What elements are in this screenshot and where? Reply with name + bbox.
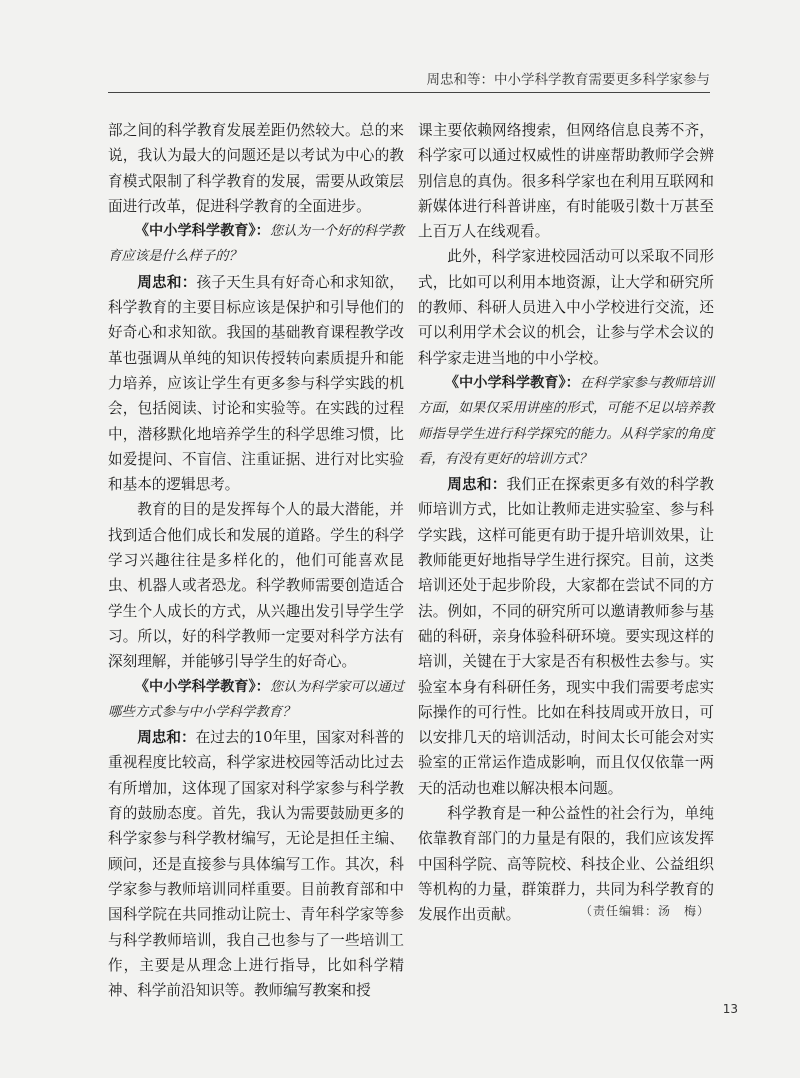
answer-paragraph <box>418 472 714 801</box>
question-label: 《中小学科学教育》： <box>134 223 270 240</box>
question-label: 《中小学科学教育》： <box>444 374 580 391</box>
interview-question <box>418 371 714 472</box>
answer-paragraph <box>108 270 404 498</box>
paragraph: 教育的目的是发挥每个人的最大潜能，并找到适合他们成长和发展的道路。学生的科学学习兴趣往往是多样化的，他们可能喜欢昆虫、机器人或者恐龙。科学教师需要创造适合学生个人成长的方式，从兴趣出发引导学生学习。所以，好的科学教师一定要对科学方法有深刻理解，并能够引导学生的好奇心。 <box>108 501 404 671</box>
right-column <box>418 118 714 928</box>
question-text: 您认为科学家可以通过哪些方式参与中小学科学教育？ <box>108 679 405 720</box>
question-text: 在科学家参与教师培训方面，如果仅采用讲座的形式，可能不足以培养教师指导学生进行科学探究的能力。从科学家的角度看，有没有更好的培训方式？ <box>418 375 715 467</box>
paragraph: 此外，科学家进校园活动可以采取不同形式，比如可以利用本地资源，让大学和研究所的教师、科研人员进入中小学校进行交流，还可以利用学术会议的机会，让参与学术会议的科学家走进当地的中小学校。 <box>418 248 714 367</box>
question-text: 您认为一个好的科学教育应该是什么样子的？ <box>108 224 405 265</box>
answer-text: 我们正在探索更多有效的科学教师培训方式，比如让教师走进实验室、参与科学实践，这样可能更有助于提升培训效果，让教师能更好地指导学生进行探究。目前，这类培训还处于起步阶段，大家都在尝试不同的方法。例如，不同的研究所可以邀请教师参与基础的科研，亲身体验科研环境。要实现这样的培训，关键在于大家是否有积极性去参与。实验室本身有科研任务，现实中我们需要考虑实际操作的可行性。比如在科技周或开放日，可以安排几天的培训活动，时间太长可能会对实验室的正常运作造成影响，而且仅仅依靠一两天的活动也难以解决根本问题。 <box>418 476 714 797</box>
editor-note: （责任编辑：汤 梅） <box>579 904 710 918</box>
answer-paragraph <box>108 725 404 1003</box>
paragraph: 课主要依赖网络搜索，但网络信息良莠不齐，科学家可以通过权威性的讲座帮助教师学会辨别信息的真伪。很多科学家也在利用互联网和新媒体进行科普讲座，有时能吸引数十万甚至上百万人在线观看。 <box>418 122 714 241</box>
interview-question <box>108 675 404 726</box>
speaker-label: 周忠和： <box>137 729 196 747</box>
speaker-label: 周忠和： <box>137 273 197 291</box>
page-number: 13 <box>722 1002 738 1016</box>
interview-question <box>108 219 404 270</box>
paragraph: 部之间的科学教育发展差距仍然较大。总的来说，我认为最大的问题还是以考试为中心的教育模式限制了科学教育的发展，需要从政策层面进行改革，促进科学教育的全面进步。 <box>108 122 404 215</box>
running-header: 周忠和等：中小学科学教育需要更多科学家参与 <box>426 72 710 88</box>
answer-text: 在过去的10年里，国家对科普的重视程度比较高，科学家进校园等活动比过去有所增加，这体现了国家对科学家参与科学教育的鼓励态度。首先，我认为需要鼓励更多的科学家参与科学教材编写，无论是担任主编、顾问，还是直接参与具体编写工作。其次，科学家参与教师培训同样重要。目前教育部和中国科学院在共同推动让院士、青年科学家等参与科学教师培训，我自己也参与了一些培训工作，主要是从理念上进行指导，比如科学精神、科学前沿知识等。教师编写教案和授 <box>108 729 404 1000</box>
answer-text: 孩子天生具有好奇心和求知欲，科学教育的主要目标应该是保护和引导他们的好奇心和求知欲。我国的基础教育课程教学改革也强调从单纯的知识传授转向素质提升和能力培养，应该让学生有更多参与科学实践的机会，包括阅读、讨论和实验等。在实践的过程中，潜移默化地培养学生的科学思维习惯，比如爱提问、不盲信、注重证据、进行对比实验和基本的逻辑思考。 <box>108 273 404 494</box>
header-rule <box>108 92 710 93</box>
left-column <box>108 118 404 1003</box>
speaker-label: 周忠和： <box>447 476 507 494</box>
paragraph: 科学教育是一种公益性的社会行为，单纯依靠教育部门的力量是有限的，我们应该发挥中国科学院、高等院校、科技企业、公益组织等机构的力量，群策群力，共同为科学教育的发展作出贡献。 <box>418 805 714 924</box>
question-label: 《中小学科学教育》： <box>134 678 270 695</box>
